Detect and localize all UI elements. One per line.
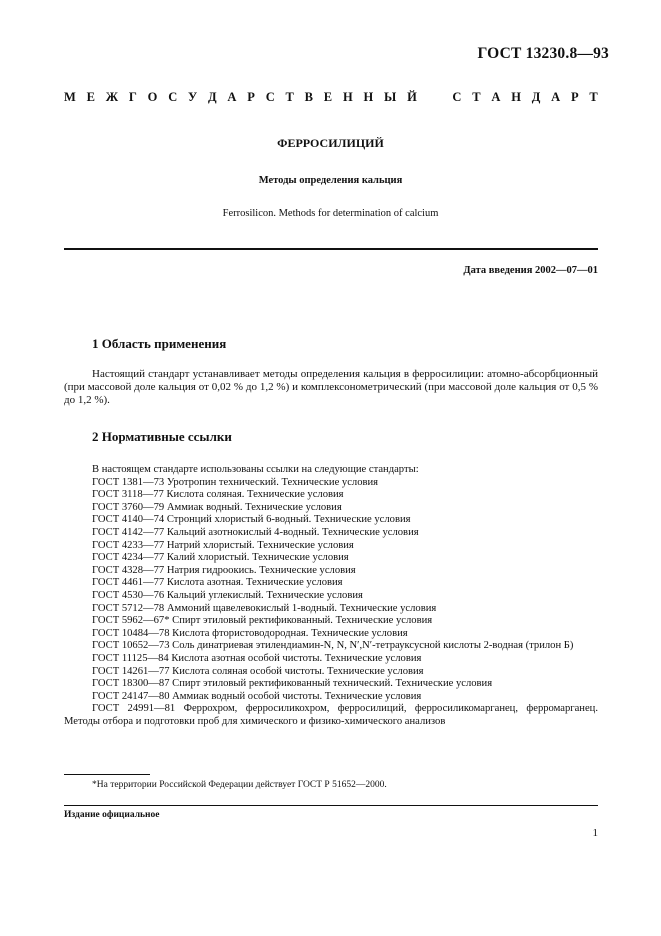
banner-letter: Е xyxy=(323,90,333,104)
reference-item: ГОСТ 1381—73 Уротропин технический. Технические условия xyxy=(92,476,379,488)
banner-letter: Н xyxy=(363,90,374,104)
banner-letter: О xyxy=(147,90,158,104)
banner-letter: У xyxy=(188,90,198,104)
banner-letter: М xyxy=(64,90,76,104)
section-1-text: Настоящий стандарт устанавливает методы определения кальция в ферросилиции: атомно-абсорбционный (при массовой доле кальция от 0,02 % до 1,2 %) и комплексонометрический (при массовой доле кальция от 0,5 % до 1,2 %). xyxy=(64,368,598,406)
reference-item: ГОСТ 4234—77 Калий хлористый. Технические условия xyxy=(92,552,349,564)
banner-letter: С xyxy=(452,90,462,104)
banner-letter: А xyxy=(491,90,501,104)
normative-references xyxy=(64,464,598,728)
reference-item: ГОСТ 24147—80 Аммиак водный особой чистоты. Технические условия xyxy=(92,690,422,702)
reference-item: ГОСТ 5712—78 Аммоний щавелевокислый 1-водный. Технические условия xyxy=(92,602,437,614)
footnote-divider xyxy=(64,774,150,775)
banner-letter: Г xyxy=(128,90,137,104)
reference-item: ГОСТ 11125—84 Кислота азотная особой чистоты. Технические условия xyxy=(92,652,422,664)
official-edition-label: Издание официальное xyxy=(64,810,160,820)
title-divider xyxy=(64,248,598,250)
english-title: Ferrosilicon. Methods for determination of calcium xyxy=(222,208,439,219)
banner-letter: Ы xyxy=(384,90,397,104)
banner-letter: Е xyxy=(86,90,95,104)
reference-item: ГОСТ 4233—77 Натрий хлористый. Технические условия xyxy=(92,539,354,551)
banner-letter: Д xyxy=(531,90,541,104)
gost-code: ГОСТ 13230.8—93 xyxy=(477,45,609,62)
document-subtitle: Методы определения кальция xyxy=(258,175,403,186)
banner-letter: Й xyxy=(407,90,417,104)
reference-item: ГОСТ 24991—81 Феррохром, ферросиликохром, ферросилиций, ферросиликомарганец, ферромарганец. Методы отбора и подготовки проб для химического и физико-химического анализов xyxy=(64,703,598,727)
interstate-standard-banner xyxy=(64,90,598,105)
footnote: *На территории Российской Федерации действует ГОСТ Р 51652—2000. xyxy=(92,780,387,790)
banner-letter: Н xyxy=(511,90,521,104)
reference-item: ГОСТ 4328—77 Натрия гидроокись. Технические условия xyxy=(92,564,356,576)
banner-letter: Ж xyxy=(105,90,119,104)
banner-letter: Н xyxy=(342,90,353,104)
banner-letter: В xyxy=(304,90,313,104)
banner-gap xyxy=(428,90,442,105)
banner-letter: С xyxy=(168,90,178,104)
references-lead: В настоящем стандарте использованы ссылки на следующие стандарты: xyxy=(92,464,419,475)
banner-letter: Р xyxy=(570,90,579,104)
banner-letter: А xyxy=(551,90,561,104)
introduction-date: Дата введения 2002—07—01 xyxy=(463,265,598,276)
banner-letter: Т xyxy=(285,90,294,104)
section-2-heading: 2 Нормативные ссылки xyxy=(92,429,232,444)
reference-item: ГОСТ 5962—67* Спирт этиловый ректификованный. Технические условия xyxy=(92,615,433,627)
document-title: ФЕРРОСИЛИЦИЙ xyxy=(277,136,384,150)
banner-letter: Т xyxy=(472,90,481,104)
reference-item: ГОСТ 3118—77 Кислота соляная. Технические условия xyxy=(92,489,344,501)
banner-letter: Д xyxy=(208,90,217,104)
reference-item: ГОСТ 10484—78 Кислота фтористоводородная. Технические условия xyxy=(92,627,408,639)
banner-letter: Т xyxy=(589,90,598,104)
reference-item: ГОСТ 4530—76 Кальций углекислый. Технические условия xyxy=(92,589,363,601)
banner-letter: А xyxy=(227,90,237,104)
reference-item: ГОСТ 14261—77 Кислота соляная особой чистоты. Технические условия xyxy=(92,665,424,677)
reference-item: ГОСТ 3760—79 Аммиак водный. Технические условия xyxy=(92,501,342,513)
section-1-heading: 1 Область применения xyxy=(92,336,227,351)
reference-item: ГОСТ 18300—87 Спирт этиловый ректификованный технический. Технические условия xyxy=(92,678,493,690)
reference-item: ГОСТ 4140—74 Стронций хлористый 6-водный. Технические условия xyxy=(92,514,411,526)
banner-letter: Р xyxy=(247,90,255,104)
reference-item: ГОСТ 4142—77 Кальций азотнокислый 4-водный. Технические условия xyxy=(92,526,419,538)
footer-divider xyxy=(64,805,598,806)
page-number: 1 xyxy=(592,827,598,839)
banner-letter: С xyxy=(265,90,275,104)
reference-item: ГОСТ 4461—77 Кислота азотная. Технические условия xyxy=(92,577,343,589)
reference-item: ГОСТ 10652—73 Соль динатриевая этилендиамин-N, N, N′,N′-тетрауксусной кислоты 2-водная (трилон Б) xyxy=(92,640,574,652)
